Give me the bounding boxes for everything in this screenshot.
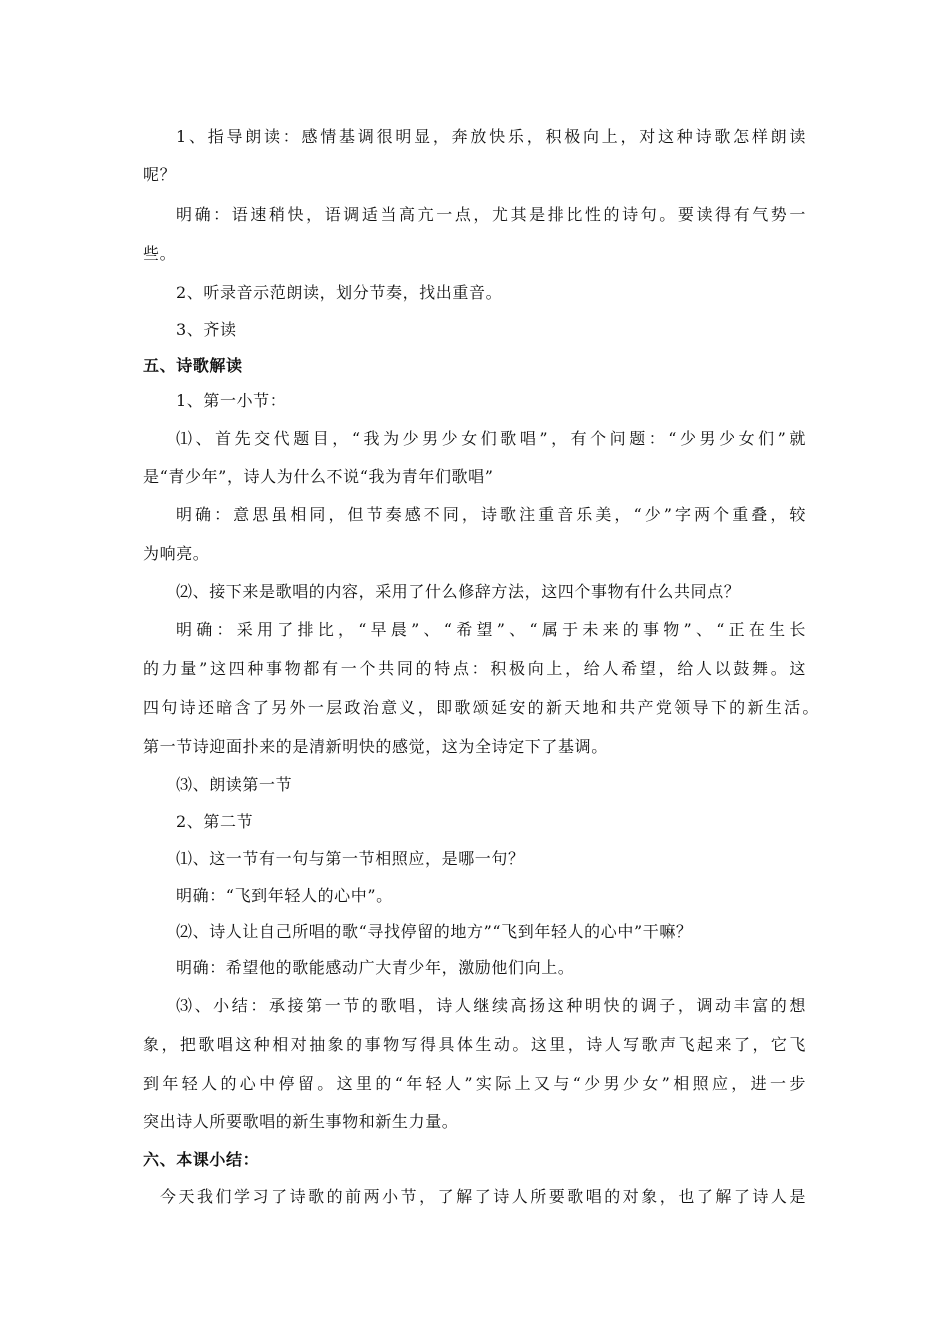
text-line: 些。 xyxy=(143,244,177,263)
text-line: 明确：希望他的歌能感动广大青少年，激励他们向上。 xyxy=(176,958,575,977)
text-line: 呢？ xyxy=(143,165,177,184)
text-line: 是“青少年”，诗人为什么不说“我为青年们歌唱” xyxy=(143,467,494,486)
text-line: 明确：“飞到年轻人的心中”。 xyxy=(176,886,393,905)
text-line: 为响亮。 xyxy=(143,544,210,563)
text-line: 明确：意思虽相同，但节奏感不同，诗歌注重音乐美，“少”字两个重叠，较 xyxy=(176,505,806,524)
text-line: ⑴、这一节有一句与第一节相照应，是哪一句？ xyxy=(176,849,525,868)
text-line: 四句诗还暗含了另外一层政治意义，即歌颂延安的新天地和共产党领导下的新生活。 xyxy=(143,698,819,717)
text-line: 2、第二节 xyxy=(176,812,254,831)
text-line: 突出诗人所要歌唱的新生事物和新生力量。 xyxy=(143,1112,459,1131)
text-line: 第一节诗迎面扑来的是清新明快的感觉，这为全诗定下了基调。 xyxy=(143,737,608,756)
text-line: 今天我们学习了诗歌的前两小节，了解了诗人所要歌唱的对象，也了解了诗人是 xyxy=(160,1187,806,1206)
text-line: ⑵、诗人让自己所唱的歌“寻找停留的地方”“飞到年轻人的心中”干嘛？ xyxy=(176,922,693,941)
text-line: 2、听录音示范朗读，划分节奏，找出重音。 xyxy=(176,283,503,302)
text-line: ⑵、接下来是歌唱的内容，采用了什么修辞方法，这四个事物有什么共同点？ xyxy=(176,582,741,601)
text-line: ⑶、小结：承接第一节的歌唱，诗人继续高扬这种明快的调子，调动丰富的想 xyxy=(176,996,806,1015)
section-heading: 五、诗歌解读 xyxy=(143,356,243,375)
text-line: 明确：语速稍快，语调适当高亢一点，尤其是排比性的诗句。要读得有气势一 xyxy=(176,205,806,224)
text-line: 1、第一小节： xyxy=(176,391,287,410)
text-line: 象，把歌唱这种相对抽象的事物写得具体生动。这里，诗人写歌声飞起来了，它飞 xyxy=(143,1035,806,1054)
text-line: 3、齐读 xyxy=(176,320,237,339)
text-line: 明确：采用了排比，“早晨”、“希望”、“属于未来的事物”、“正在生长 xyxy=(176,620,806,639)
text-line: 到年轻人的心中停留。这里的“年轻人”实际上又与“少男少女”相照应，进一步 xyxy=(143,1074,806,1093)
text-line: 的力量”这四种事物都有一个共同的特点：积极向上，给人希望，给人以鼓舞。这 xyxy=(143,659,806,678)
section-heading: 六、本课小结： xyxy=(143,1150,260,1169)
text-line: ⑴、首先交代题目，“我为少男少女们歌唱”，有个问题：“少男少女们”就 xyxy=(176,429,806,448)
text-line: 1、指导朗读：感情基调很明显，奔放快乐，积极向上，对这种诗歌怎样朗读 xyxy=(176,127,806,146)
text-line: ⑶、朗读第一节 xyxy=(176,775,293,794)
